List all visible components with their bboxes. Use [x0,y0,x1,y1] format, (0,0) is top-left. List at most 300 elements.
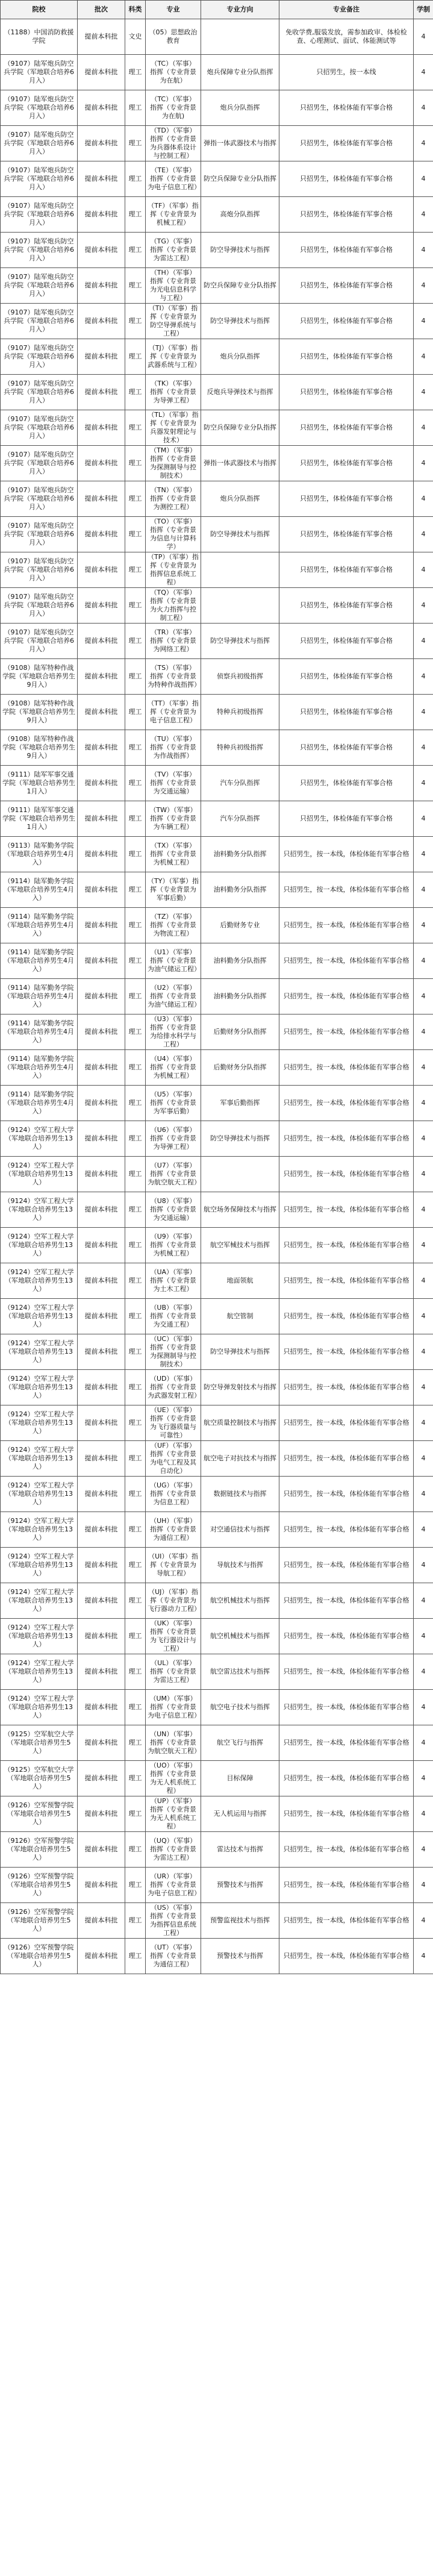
cell-major: （TC）（军事）指挥（专业背景为在航） [146,55,201,90]
cell-years: 4 [414,1228,433,1263]
table-row [1,55,433,90]
cell-major: （UT）（军事）指挥（专业背景为通信工程） [146,1939,201,1974]
cell-school: （9107）陆军炮兵防空兵学院（军地联合培养6月入） [1,161,78,197]
table-row [1,161,433,197]
cell-direction: 防空导弹技术与指挥 [201,233,279,268]
cell-batch: 提前本科批 [78,1619,125,1654]
cell-years: 4 [414,1939,433,1974]
cell-batch: 提前本科批 [78,979,125,1014]
cell-batch: 提前本科批 [78,695,125,730]
cell-school: （9107）陆军炮兵防空兵学院（军地联合培养6月入） [1,90,78,126]
header-row [1,1,433,19]
cell-type: 理工 [125,1761,146,1796]
cell-note: 只招男生，按一本线，体检体能有军事合格 [279,837,414,872]
table-row [1,659,433,695]
cell-major: （UL）（军事）指挥（专业背景为雷达工程） [146,1654,201,1690]
cell-major: （U2）（军事）指挥（专业背景为油气储运工程） [146,979,201,1014]
table-row [1,979,433,1014]
cell-major: （TC）（军事）指挥（专业背景为在航) [146,90,201,126]
cell-batch: 提前本科批 [78,1868,125,1903]
cell-direction: 导航技术与指挥 [201,1548,279,1583]
cell-type: 理工 [125,908,146,943]
cell-direction: 油料勤务分队指挥 [201,837,279,872]
table-row [1,90,433,126]
cell-direction [201,1157,279,1192]
cell-note: 只招男生，体检体能有军事合格 [279,410,414,446]
cell-type: 理工 [125,268,146,304]
cell-years: 4 [414,624,433,659]
cell-batch: 提前本科批 [78,161,125,197]
cell-type: 理工 [125,1192,146,1228]
cell-note: 只招男生，体检体能有军事合格 [279,481,414,517]
cell-note: 只招男生，按一本线，体检体能有军事合格 [279,872,414,908]
table-row [1,1334,433,1370]
header-type: 科类 [125,1,146,19]
table-row [1,1690,433,1725]
cell-school: （9124）空军工程大学（军地联合培养男生13人） [1,1157,78,1192]
cell-school: （9113）陆军勤务学院（军地联合培养男生4月入） [1,837,78,872]
cell-batch: 提前本科批 [78,766,125,801]
cell-type: 理工 [125,1512,146,1548]
table-row [1,1121,433,1157]
cell-years: 4 [414,55,433,90]
cell-batch: 提前本科批 [78,55,125,90]
cell-note: 只招男生，按一本线，体检体能有军事合格 [279,1050,414,1086]
table-row [1,1157,433,1192]
cell-batch: 提前本科批 [78,1334,125,1370]
cell-major: （TU）（军事）指挥（专业背景为作战指挥） [146,730,201,766]
cell-school: （9107）陆军炮兵防空兵学院（军地联合培养6月入） [1,517,78,552]
cell-major: （TH）（军事）指挥（专业背景为光电信息科学与工程） [146,268,201,304]
table-row [1,1405,433,1441]
cell-type: 理工 [125,695,146,730]
cell-major: （TF）（军事）指挥（专业背景为机械工程） [146,197,201,233]
cell-major: （US）（军事）指挥（专业背景为指挥信息系统工程） [146,1903,201,1939]
cell-direction: 防空导弹技术与指挥 [201,1334,279,1370]
cell-years: 4 [414,1086,433,1121]
cell-note: 只招男生，按一本线，体检体能有军事合格 [279,1086,414,1121]
cell-years: 4 [414,1903,433,1939]
cell-school: （9111）陆军军事交通学院（军地联合培养男生1月入） [1,801,78,837]
cell-note: 只招男生，按一本线，体检体能有军事合格 [279,1832,414,1868]
cell-years: 4 [414,446,433,481]
cell-note: 只招男生，按一本线，体检体能有军事合格 [279,1868,414,1903]
table-row [1,1725,433,1761]
table-row [1,837,433,872]
cell-direction: 油料勤务分队指挥 [201,943,279,979]
cell-batch: 提前本科批 [78,268,125,304]
header-direction: 专业方向 [201,1,279,19]
cell-note: 只招男生，体检体能有军事合格 [279,730,414,766]
cell-type: 理工 [125,55,146,90]
cell-batch: 提前本科批 [78,1761,125,1796]
cell-direction: 炮兵分队指挥 [201,481,279,517]
cell-major: （TW）（军事）指挥（专业背景为车辆工程） [146,801,201,837]
cell-batch: 提前本科批 [78,1654,125,1690]
cell-school: （9124）空军工程大学（军地联合培养男生13人） [1,1299,78,1334]
cell-batch: 提前本科批 [78,481,125,517]
cell-school: （9114）陆军勤务学院（军地联合培养男生4月入） [1,908,78,943]
cell-major: （TX）（军事）指挥（专业背景为机械工程） [146,837,201,872]
cell-note: 只招男生，体检体能有军事合格 [279,339,414,375]
cell-major: （UG）（军事）指挥（专业背景为信息工程） [146,1477,201,1512]
cell-batch: 提前本科批 [78,197,125,233]
cell-note: 只招男生，按一本线，体检体能有军事合格 [279,1121,414,1157]
cell-batch: 提前本科批 [78,1583,125,1619]
cell-type: 理工 [125,1157,146,1192]
cell-major: （UH）（军事）指挥（专业背景为通信工程） [146,1512,201,1548]
cell-batch: 提前本科批 [78,1477,125,1512]
table-row [1,1654,433,1690]
cell-batch: 提前本科批 [78,837,125,872]
cell-direction: 预警技术与指挥 [201,1939,279,1974]
cell-type: 理工 [125,979,146,1014]
cell-type: 理工 [125,1796,146,1832]
cell-years: 4 [414,588,433,624]
table-row [1,588,433,624]
cell-school: （9124）空军工程大学（军地联合培养男生13人） [1,1512,78,1548]
cell-batch: 提前本科批 [78,517,125,552]
cell-type: 理工 [125,304,146,339]
cell-direction: 预警监视技术与指挥 [201,1903,279,1939]
cell-years: 4 [414,837,433,872]
cell-note: 只招男生，按一本线，体检体能有军事合格 [279,1334,414,1370]
cell-major: （UR）（军事）指挥（专业背景为电子信息工程） [146,1868,201,1903]
cell-type: 理工 [125,90,146,126]
cell-school: （9107）陆军炮兵防空兵学院（军地联合培养6月入） [1,197,78,233]
cell-direction: 特种兵初级指挥 [201,695,279,730]
cell-note: 只招男生，体检体能有军事合格 [279,552,414,588]
cell-school: （9107）陆军炮兵防空兵学院（军地联合培养6月入） [1,446,78,481]
cell-direction: 弹指一体武器技术与指挥 [201,446,279,481]
cell-years: 4 [414,19,433,55]
cell-school: （9126）空军预警学院（军地联合培养男生5人） [1,1796,78,1832]
cell-direction: 预警技术与指挥 [201,1868,279,1903]
cell-type: 理工 [125,375,146,410]
cell-batch: 提前本科批 [78,552,125,588]
cell-type: 理工 [125,1263,146,1299]
table-row [1,1299,433,1334]
cell-type: 理工 [125,161,146,197]
cell-batch: 提前本科批 [78,801,125,837]
cell-note: 只招男生，体检体能有军事合格 [279,233,414,268]
cell-direction: 炮兵分队指挥 [201,339,279,375]
cell-school: （9107）陆军炮兵防空兵学院（军地联合培养6月入） [1,375,78,410]
cell-school: （9124）空军工程大学（军地联合培养男生13人） [1,1477,78,1512]
cell-note: 只招男生，按一本线，体检体能有军事合格 [279,1014,414,1050]
cell-years: 4 [414,979,433,1014]
cell-major: （U1）（军事）指挥（专业背景为油气储运工程） [146,943,201,979]
cell-note: 只招男生，体检体能有军事合格 [279,588,414,624]
cell-major: （UF）（军事）指挥（专业背景为电气工程及其自动化） [146,1441,201,1477]
cell-years: 4 [414,1050,433,1086]
cell-type: 理工 [125,1334,146,1370]
table-row [1,1263,433,1299]
cell-type: 理工 [125,1832,146,1868]
cell-note: 只招男生，按一本线，体检体能有军事合格 [279,1157,414,1192]
cell-note: 只招男生，按一本线，体检体能有军事合格 [279,1761,414,1796]
cell-batch: 提前本科批 [78,1370,125,1405]
cell-years: 4 [414,1654,433,1690]
cell-direction: 航空雷达技术与指挥 [201,1654,279,1690]
table-row [1,1228,433,1263]
cell-school: （9107）陆军炮兵防空兵学院（军地联合培养6月入） [1,624,78,659]
cell-batch: 提前本科批 [78,1157,125,1192]
cell-note: 只招男生，按一本线，体检体能有军事合格 [279,1619,414,1654]
cell-note: 只招男生，按一本线，体检体能有军事合格 [279,1405,414,1441]
cell-note: 只招男生，体检体能有军事合格 [279,766,414,801]
cell-batch: 提前本科批 [78,659,125,695]
cell-type: 理工 [125,1405,146,1441]
table-row [1,304,433,339]
cell-major: （U8）（军事）指挥（专业背景为交通运输） [146,1192,201,1228]
cell-note: 只招男生，体检体能有军事合格 [279,446,414,481]
cell-note: 只招男生，按一本线，体检体能有军事合格 [279,1725,414,1761]
cell-major: （TJ）（军事）指挥（专业背景为武器系统与工程） [146,339,201,375]
cell-years: 4 [414,1441,433,1477]
table-row [1,1548,433,1583]
cell-major: （UJ）（军事）指挥（专业背景为飞行器动力工程） [146,1583,201,1619]
cell-type: 理工 [125,197,146,233]
cell-note: 只招男生，体检体能有军事合格 [279,304,414,339]
cell-note: 只招男生，体检体能有军事合格 [279,90,414,126]
cell-note: 只招男生，按一本线，体检体能有军事合格 [279,1796,414,1832]
cell-note: 只招男生，按一本线，体检体能有军事合格 [279,1939,414,1974]
cell-years: 4 [414,695,433,730]
cell-batch: 提前本科批 [78,19,125,55]
cell-direction: 军事后勤指挥 [201,1086,279,1121]
cell-note: 只招男生，体检体能有军事合格 [279,161,414,197]
cell-batch: 提前本科批 [78,233,125,268]
cell-batch: 提前本科批 [78,1548,125,1583]
cell-years: 4 [414,410,433,446]
cell-note: 只招男生，按一本线，体检体能有军事合格 [279,908,414,943]
header-school: 院校 [1,1,78,19]
header-major: 专业 [146,1,201,19]
cell-direction [201,19,279,55]
cell-type: 理工 [125,1725,146,1761]
cell-school: （9124）空军工程大学（军地联合培养男生13人） [1,1619,78,1654]
cell-years: 4 [414,1014,433,1050]
table-row [1,908,433,943]
cell-major: （UP）（军事）指挥（专业背景为无人机系统工程） [146,1796,201,1832]
cell-note: 免收学费,服装发放，需参加政审、体检检查、心理测试、面试、体能测试等 [279,19,414,55]
cell-years: 4 [414,197,433,233]
cell-type: 理工 [125,410,146,446]
cell-school: （9125）空军航空大学（军地联合培养男生5人） [1,1725,78,1761]
cell-type: 理工 [125,1477,146,1512]
cell-batch: 提前本科批 [78,624,125,659]
cell-major: （UM）（军事）指挥（专业背景为电子信息工程） [146,1690,201,1725]
cell-batch: 提前本科批 [78,1441,125,1477]
cell-major: （TT）（军事）指挥（专业背景为电子信息工程） [146,695,201,730]
cell-years: 4 [414,1725,433,1761]
cell-major: （UN）（军事）指挥（专业背景为航空航天工程） [146,1725,201,1761]
cell-type: 理工 [125,1050,146,1086]
cell-type: 理工 [125,1370,146,1405]
cell-direction: 航空飞行与指挥 [201,1725,279,1761]
cell-years: 4 [414,552,433,588]
cell-batch: 提前本科批 [78,1405,125,1441]
cell-direction: 航空电子对抗技术与指挥 [201,1441,279,1477]
cell-batch: 提前本科批 [78,126,125,161]
cell-major: （U3）（军事）指挥（专业背景为给排水科学与工程） [146,1014,201,1050]
cell-major: （UB）（军事）指挥（专业背景为交通工程） [146,1299,201,1334]
cell-years: 4 [414,268,433,304]
cell-major: （TG）（军事）指挥（专业背景为雷达工程） [146,233,201,268]
cell-direction: 目标保障 [201,1761,279,1796]
cell-years: 4 [414,1477,433,1512]
cell-note: 只招男生，按一本线，体检体能有军事合格 [279,1654,414,1690]
cell-note: 只招男生，体检体能有军事合格 [279,659,414,695]
cell-school: （9126）空军预警学院（军地联合培养男生5人） [1,1903,78,1939]
cell-direction: 防空兵保障专业分队指挥 [201,268,279,304]
header-batch: 批次 [78,1,125,19]
cell-note: 只招男生，按一本线，体检体能有军事合格 [279,943,414,979]
cell-type: 理工 [125,1121,146,1157]
cell-note: 只招男生，按一本线，体检体能有军事合格 [279,1192,414,1228]
cell-major: （UK）（军事）指挥（专业背景为飞行器设计与工程） [146,1619,201,1654]
cell-school: （9114）陆军勤务学院（军地联合培养男生4月入） [1,943,78,979]
cell-school: （9107）陆军炮兵防空兵学院（军地联合培养6月入） [1,304,78,339]
table-row [1,1761,433,1796]
cell-school: （9124）空军工程大学（军地联合培养男生13人） [1,1370,78,1405]
cell-years: 4 [414,943,433,979]
cell-major: （TY）（军事）指挥（专业背景为军事后勤） [146,872,201,908]
table-row [1,695,433,730]
cell-type: 理工 [125,1086,146,1121]
table-row [1,339,433,375]
cell-type: 理工 [125,1583,146,1619]
table-row [1,624,433,659]
cell-major: （TV）（军事）指挥（专业背景为交通运输） [146,766,201,801]
table-row [1,1086,433,1121]
cell-batch: 提前本科批 [78,1939,125,1974]
table-row [1,1583,433,1619]
cell-major: （TZ）（军事）指挥（专业背景为物流工程） [146,908,201,943]
table-row [1,1192,433,1228]
cell-note: 只招男生，按一本线，体检体能有军事合格 [279,1370,414,1405]
cell-years: 4 [414,1868,433,1903]
cell-type: 理工 [125,1654,146,1690]
cell-direction: 防空导弹技术与指挥 [201,1121,279,1157]
cell-note: 只招男生，体检体能有军事合格 [279,517,414,552]
cell-type: 文史 [125,19,146,55]
cell-years: 4 [414,1690,433,1725]
cell-school: （9107）陆军炮兵防空兵学院（军地联合培养6月入） [1,55,78,90]
cell-note: 只招男生，按一本线，体检体能有军事合格 [279,1477,414,1512]
cell-major: （TP）（军事）指挥（专业背景为指挥信息系统工程） [146,552,201,588]
cell-batch: 提前本科批 [78,1903,125,1939]
cell-direction: 防空导弹技术与指挥 [201,517,279,552]
cell-batch: 提前本科批 [78,446,125,481]
cell-type: 理工 [125,872,146,908]
cell-direction: 航空电子技术与指挥 [201,1690,279,1725]
cell-batch: 提前本科批 [78,1050,125,1086]
cell-direction: 炮兵分队指挥 [201,90,279,126]
cell-type: 理工 [125,1228,146,1263]
cell-major: （U9）（军事）指挥（专业背景为机械工程） [146,1228,201,1263]
cell-school: （9124）空军工程大学（军地联合培养男生13人） [1,1690,78,1725]
cell-batch: 提前本科批 [78,1263,125,1299]
cell-school: （9124）空军工程大学（军地联合培养男生13人） [1,1228,78,1263]
cell-note: 只招男生，按一本线，体检体能有军事合格 [279,979,414,1014]
cell-direction: 弹指一体武器技术与指挥 [201,126,279,161]
cell-years: 4 [414,1796,433,1832]
cell-type: 理工 [125,233,146,268]
cell-note: 只招男生，体检体能有军事合格 [279,268,414,304]
table-body [1,19,433,1974]
cell-school: （9108）陆军特种作战学院（军地联合培养男生9月入） [1,695,78,730]
table-header [1,1,433,19]
table-row [1,126,433,161]
cell-direction: 无人机运用与指挥 [201,1796,279,1832]
cell-batch: 提前本科批 [78,1512,125,1548]
cell-major: （TD）（军事）指挥（专业背景为兵器体系设计与控制工程） [146,126,201,161]
cell-direction: 防空兵保障专业分队指挥 [201,161,279,197]
table-row [1,1014,433,1050]
table-row [1,1939,433,1974]
cell-years: 4 [414,730,433,766]
cell-years: 4 [414,1192,433,1228]
cell-note: 只招男生，按一本线，体检体能有军事合格 [279,1548,414,1583]
cell-batch: 提前本科批 [78,908,125,943]
cell-school: （9107）陆军炮兵防空兵学院（军地联合培养6月入） [1,481,78,517]
cell-school: （9124）空军工程大学（军地联合培养男生13人） [1,1263,78,1299]
cell-type: 理工 [125,766,146,801]
cell-school: （9107）陆军炮兵防空兵学院（军地联合培养6月入） [1,233,78,268]
cell-note: 只招男生，按一本线，体检体能有军事合格 [279,1228,414,1263]
cell-school: （9111）陆军军事交通学院（军地联合培养男生1月入） [1,766,78,801]
cell-school: （9114）陆军勤务学院（军地联合培养男生4月入） [1,979,78,1014]
cell-batch: 提前本科批 [78,730,125,766]
cell-school: （9107）陆军炮兵防空兵学院（军地联合培养6月入） [1,268,78,304]
cell-type: 理工 [125,1441,146,1477]
cell-type: 理工 [125,1299,146,1334]
cell-batch: 提前本科批 [78,1690,125,1725]
cell-note: 只招男生，体检体能有军事合格 [279,126,414,161]
cell-type: 理工 [125,624,146,659]
cell-type: 理工 [125,1690,146,1725]
cell-school: （9124）空军工程大学（军地联合培养男生13人） [1,1441,78,1477]
cell-note: 只招男生，按一本线，体检体能有军事合格 [279,1299,414,1334]
cell-direction: 防空导弹技术与指挥 [201,624,279,659]
table-row [1,1050,433,1086]
cell-school: （9124）空军工程大学（军地联合培养男生13人） [1,1192,78,1228]
cell-major: （UQ）（军事）指挥（专业背景为雷达工程） [146,1832,201,1868]
cell-note: 只招男生，体检体能有军事合格 [279,624,414,659]
cell-note: 只招男生，按一本线，体检体能有军事合格 [279,1512,414,1548]
cell-direction: 航空机械技术与指挥 [201,1619,279,1654]
cell-direction: 防空导弹技术与指挥 [201,304,279,339]
cell-direction: 后勤财务专业 [201,908,279,943]
table-row [1,801,433,837]
cell-direction: 数据链技术与指挥 [201,1477,279,1512]
cell-type: 理工 [125,837,146,872]
cell-direction: 防空导弹发射技术与指挥 [201,1370,279,1405]
cell-direction: 航空场务保障技术与指挥 [201,1192,279,1228]
cell-batch: 提前本科批 [78,410,125,446]
table-row [1,410,433,446]
cell-years: 4 [414,1263,433,1299]
table-row [1,1903,433,1939]
cell-years: 4 [414,1299,433,1334]
cell-batch: 提前本科批 [78,339,125,375]
cell-years: 4 [414,375,433,410]
cell-batch: 提前本科批 [78,588,125,624]
cell-major: （TO）（军事）指挥（专业背景为信息与计算科学） [146,517,201,552]
cell-note: 只招男生，体检体能有军事合格 [279,801,414,837]
